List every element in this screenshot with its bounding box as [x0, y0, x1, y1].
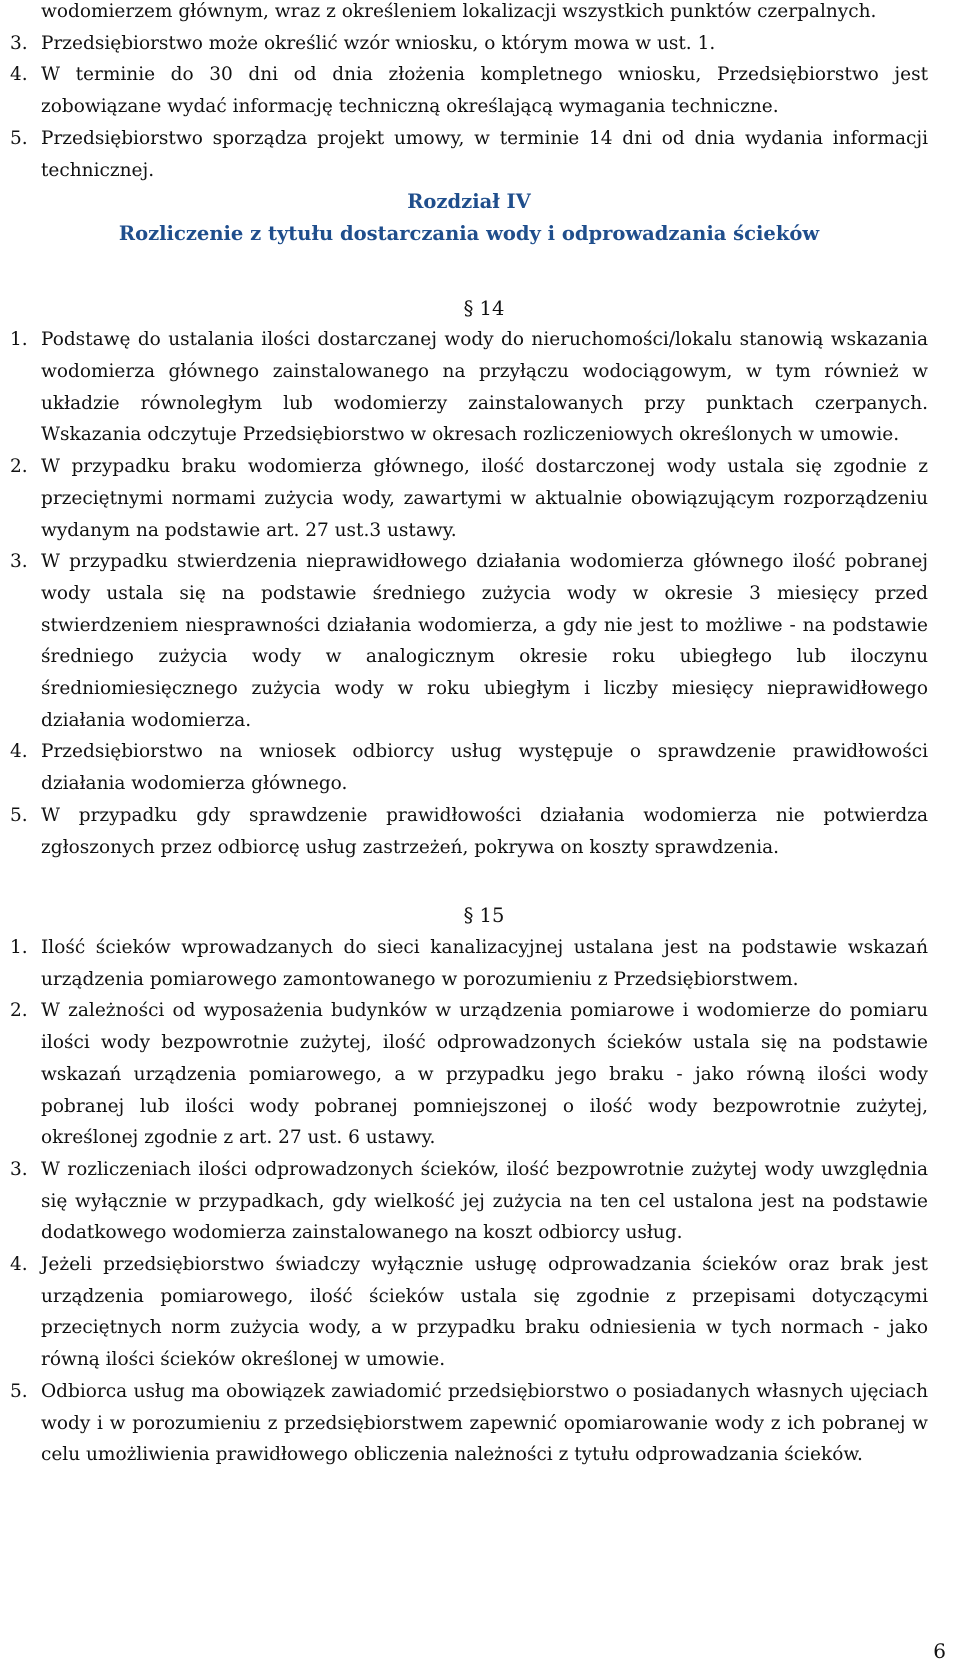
item-number: 5. [10, 127, 28, 149]
item-text: Przedsiębiorstwo na wniosek odbiorcy usług występuje o sprawdzenie prawidłowości działania wodomierza głównego. [41, 741, 928, 795]
item-text: W zależności od wyposażenia budynków w urządzenia pomiarowe i wodomierze do pomiaru ilości wody bezpowrotnie zużytej, ilość odprowadzonych ścieków ustala się na podstawie wskazań urządzenia pomiarowego, a w przypadku jego braku - jako równą ilości wody pobranej lub ilości wody pobranej pomniejszonej o ilość wody bezpowrotnie zużytej, określonej zgodnie z art. 27 ust. 6 ustawy. [41, 1000, 928, 1149]
item-number: 3. [10, 1158, 28, 1180]
item-number: 5. [10, 1380, 28, 1402]
list-item [10, 1249, 928, 1376]
list-item [10, 800, 928, 863]
item-text: W rozliczeniach ilości odprowadzonych ścieków, ilość bezpowrotnie zużytej wody uwzględnia się wyłącznie w przypadkach, gdy wielkość jej zużycia na ten cel ustalona jest na podstawie dodatkowego wodomierza zainstalowanego na koszt odbiorcy usług. [41, 1158, 928, 1244]
list-item [10, 324, 928, 451]
item-text: W przypadku braku wodomierza głównego, ilość dostarczonej wody ustala się zgodnie z przeciętnymi normami zużycia wody, zawartymi w aktualnie obowiązującym rozporządzeniu wydanym na podstawie art. 27 ust.3 ustawy. [41, 456, 928, 541]
item-number: 2. [10, 1000, 28, 1022]
spacer [10, 863, 928, 900]
item-number: 3. [10, 32, 28, 54]
continued-paragraph: wodomierzem głównym, wraz z określeniem lokalizacji wszystkich punktów czerpalnych. [41, 1, 877, 22]
item-text: Przedsiębiorstwo może określić wzór wniosku, o którym mowa w ust. 1. [41, 32, 716, 54]
list-item [10, 451, 928, 546]
item-number: 2. [10, 456, 28, 478]
item-text: W terminie do 30 dni od dnia złożenia kompletnego wniosku, Przedsiębiorstwo jest zobowiązane wydać informację techniczną określającą wymagania techniczne. [41, 64, 928, 118]
chapter-label: Rozdział IV [407, 190, 531, 214]
chapter-title: Rozliczenie z tytułu dostarczania wody i odprowadzania ścieków [118, 221, 820, 245]
item-text: Przedsiębiorstwo sporządza projekt umowy, w terminie 14 dni od dnia wydania informacji technicznej. [41, 127, 928, 181]
item-number: 5. [10, 804, 28, 826]
item-number: 4. [10, 741, 28, 763]
list-item [10, 59, 928, 122]
item-text: W przypadku stwierdzenia nieprawidłowego działania wodomierza głównego ilość pobranej wody ustala się na podstawie średniego zużycia wody w okresie 3 miesięcy przed stwierdzeniem niesprawności działania wodomierza, a gdy nie jest to możliwe - na podstawie średniego zużycia wody w analogicznym okresie roku ubiegłego lub iloczynu średniomiesięcznego zużycia wody w roku ubiegłym i liczby miesięcy nieprawidłowego działania wodomierza. [41, 551, 928, 731]
item-text: Jeżeli przedsiębiorstwo świadczy wyłącznie usługę odprowadzania ścieków oraz brak jest urządzenia pomiarowego, ilość ścieków ustala się zgodnie z przepisami dotyczącymi przeciętnych norm zużycia wody, a w przypadku braku odniesienia w tych normach - jako równą ilości ścieków określonej w umowie. [41, 1254, 928, 1371]
item-number: 4. [10, 64, 28, 86]
item-number: 1. [10, 936, 28, 958]
item-number: 4. [10, 1254, 28, 1276]
list-item [10, 932, 928, 995]
section-heading-15: § 15 [463, 904, 505, 928]
item-text: Odbiorca usług ma obowiązek zawiadomić przedsiębiorstwo o posiadanych własnych ujęciach wody i w porozumieniu z przedsiębiorstwem zapewnić opomiarowanie wody z ich pobranej w celu umożliwienia prawidłowego obliczenia należności z tytułu odprowadzania ścieków. [41, 1380, 928, 1466]
list-item [10, 123, 928, 186]
document-page [10, 0, 928, 1471]
item-number: 3. [10, 551, 28, 573]
list-item [10, 1154, 928, 1249]
section-heading-14: § 14 [463, 296, 505, 320]
spacer [10, 250, 928, 293]
list-item [10, 1376, 928, 1471]
item-text: W przypadku gdy sprawdzenie prawidłowości działania wodomierza nie potwierdza zgłoszonych przez odbiorcę usług zastrzeżeń, pokrywa on koszty sprawdzenia. [41, 804, 928, 858]
list-item [10, 28, 928, 60]
item-number: 1. [10, 329, 28, 351]
list-item [10, 736, 928, 799]
page-number: 6 [933, 1639, 946, 1663]
list-item [10, 546, 928, 736]
item-text: Podstawę do ustalania ilości dostarczanej wody do nieruchomości/lokalu stanowią wskazania wodomierza głównego zainstalowanego na przyłączu wodociągowym, w tym również w układzie równoległym lub wodomierzy zainstalowanych przy punktach czerpanych. Wskazania odczytuje Przedsiębiorstwo w okresach rozliczeniowych określonych w umowie. [41, 329, 928, 446]
list-item [10, 995, 928, 1154]
item-text: Ilość ścieków wprowadzanych do sieci kanalizacyjnej ustalana jest na podstawie wskazań urządzenia pomiarowego zamontowanego w porozumieniu z Przedsiębiorstwem. [41, 936, 928, 990]
